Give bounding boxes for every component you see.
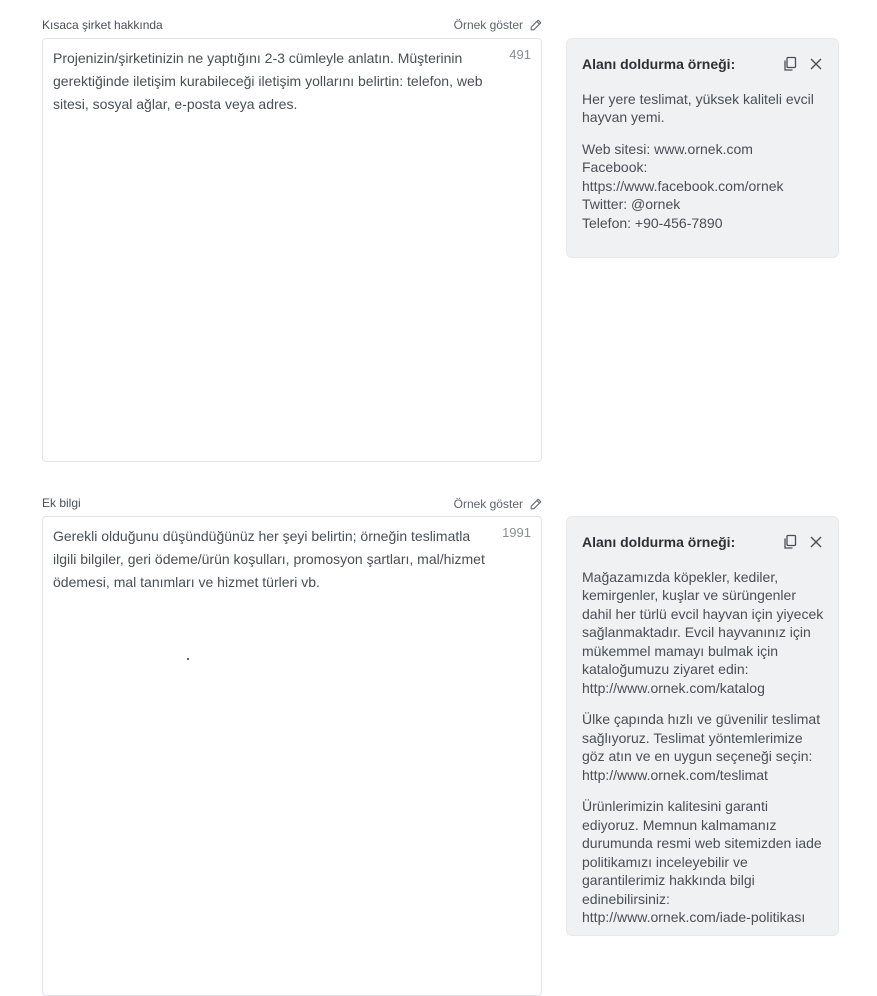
stray-dot [187,658,189,660]
hint-paragraph: Ülke çapında hızlı ve güvenilir teslimat sağlıyoruz. Teslimat yöntemlerimize göz atın ve en uygun seçeneği seçin: http://www.ornek.com/teslimat [582,711,821,783]
close-icon[interactable] [808,56,824,72]
char-counter: 1991 [502,525,531,540]
hint-paragraph: Mağazamızda köpekler, kediler, kemirgenler, kuşlar ve sürüngenler dahil her türlü evcil hayvan için yiyecek sağlanmaktadır. Evcil hayvanınız için mükemmel mamayı bulmak için kataloğumuzu ziyaret edin: http://www.ornek.com/katalog [582,568,824,696]
hint-paragraph: Web sitesi: www.ornek.com Facebook: https://www.facebook.com/ornek Twitter: @ornek Telefon: +90-456-7890 [582,140,784,231]
copy-icon[interactable] [782,534,798,550]
char-counter: 491 [509,47,531,62]
example-hint-card [566,516,839,936]
hint-paragraph: Ürünlerimizin kalitesini garanti ediyoruz. Memnun kalmamanız durumunda resmi web sitemizden iade politikamızı inceleyebilir ve garantilerimiz hakkında bilgi edinebilirsiniz: http://www.ornek.com/iade-politikası [582,798,822,925]
close-icon[interactable] [808,534,824,550]
hint-title: Alanı doldurma örneği: [582,534,736,550]
field-label: Kısaca şirket hakkında [42,18,163,32]
hint-paragraph: Her yere teslimat, yüksek kaliteli evcil hayvan yemi. [582,90,814,125]
extra-info-field[interactable] [42,516,542,996]
extra-info-textarea[interactable] [43,517,541,995]
show-example-link[interactable] [454,497,543,511]
edit-icon [529,497,543,511]
copy-icon[interactable] [782,56,798,72]
field-label: Ek bilgi [42,496,81,510]
edit-icon [529,18,543,32]
show-example-label: Örnek göster [453,18,523,32]
show-example-link[interactable] [454,18,543,32]
company-about-field[interactable] [42,38,542,462]
company-about-textarea[interactable] [43,39,541,461]
example-hint-card [566,38,839,258]
hint-title: Alanı doldurma örneği: [582,56,736,72]
show-example-label: Örnek göster [453,497,523,511]
